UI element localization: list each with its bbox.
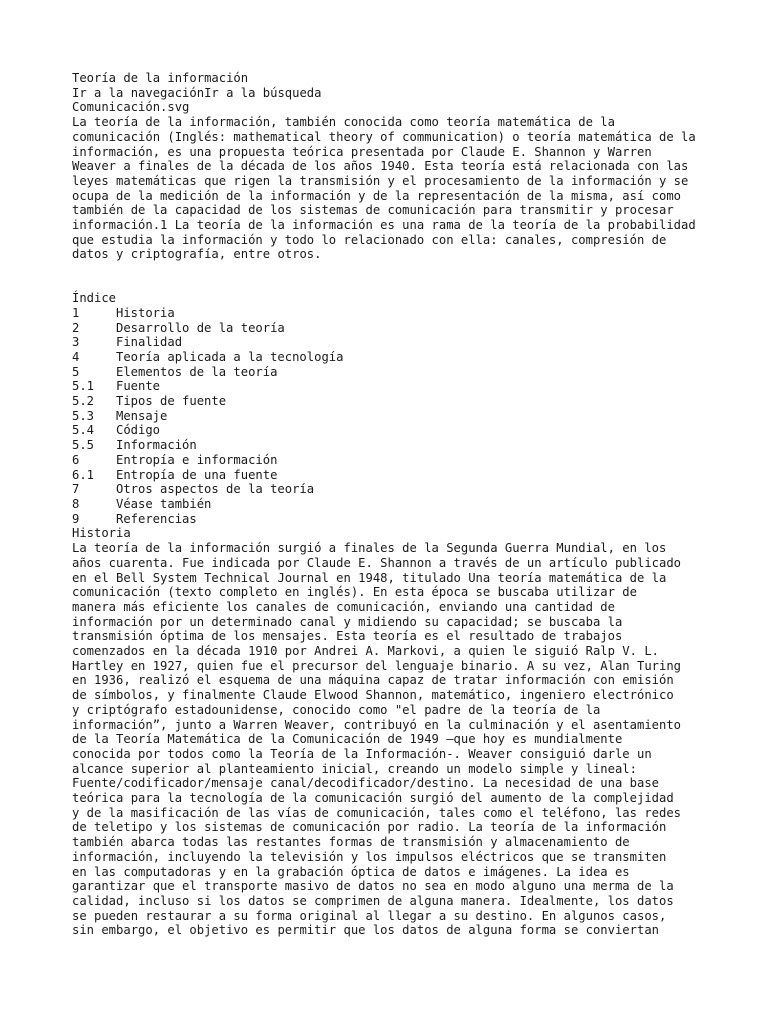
text-line: años cuarenta. Fue indicada por Claude E. Shannon a través de un artículo publicado xyxy=(72,555,682,570)
toc-item[interactable] xyxy=(72,482,702,497)
text-line: información por un determinado canal y midiendo su capacidad; se buscaba la xyxy=(72,614,623,629)
text-line: información”, junto a Warren Weaver, contribuyó en la culminación y el asentamiento xyxy=(72,717,682,732)
toc-item-number: 5.4 xyxy=(72,423,95,438)
history-paragraph xyxy=(72,541,702,938)
text-line: también abarca todas las restantes formas de transmisión y almacenamiento de xyxy=(72,835,630,850)
toc-item[interactable] xyxy=(72,409,702,424)
text-line: Fuente/codificador/mensaje canal/decodificador/destino. La necesidad de una base xyxy=(72,776,659,791)
text-line: se pueden restaurar a su forma original al llegar a su destino. En algunos casos, xyxy=(72,908,667,923)
toc-item[interactable] xyxy=(72,365,702,380)
text-line: sin embargo, el objetivo es permitir que los datos de alguna forma se conviertan xyxy=(72,923,659,938)
toc-item-label[interactable]: Información xyxy=(116,438,197,453)
text-line: comenzados en la década 1910 por Andrei A. Markovi, a quien le siguió Ralp V. L. xyxy=(72,644,659,659)
toc-item-label[interactable]: Desarrollo de la teoría xyxy=(116,320,285,335)
toc-item[interactable] xyxy=(72,438,702,453)
toc-item-number: 6.1 xyxy=(72,467,95,482)
toc-item[interactable] xyxy=(72,379,702,394)
text-line: La teoría de la información surgió a finales de la Segunda Guerra Mundial, en los xyxy=(72,541,667,556)
toc-item-label[interactable]: Código xyxy=(116,423,161,438)
text-line: de la Teoría Matemática de la Comunicación de 1949 –que hoy es mundialmente xyxy=(72,732,623,747)
toc-item-label[interactable]: Elementos de la teoría xyxy=(116,364,278,379)
toc-item-label[interactable]: Entropía de una fuente xyxy=(116,467,278,482)
text-line: en las computadoras y en la grabación óptica de datos e imágenes. La idea es xyxy=(72,864,630,879)
toc-item-number: 5 xyxy=(72,364,80,379)
nav-skip-links[interactable]: Ir a la navegaciónIr a la búsqueda xyxy=(72,85,322,100)
intro-paragraph: La teoría de la información, también conocida como teoría matemática de la comunicación (Inglés: mathematical theory of communication) o teoría matemática de la información, es una propuesta teórica presentada por Claude E. Shannon y Warren Weaver a finales de la década de los años 1940. Esta teoría está relacionada con las leyes matemáticas que rigen la transmisión y el procesamiento de la información y se ocupa de la medición de la información y de la representación de la misma, así como también de la capacidad de los sistemas de comunicación para transmitir y procesar información.1 La teoría de la información es una rama de la teoría de la probabilidad que estudia la información y todo lo relacionado con ella: canales, compresión de datos y criptografía, entre otros. xyxy=(72,115,696,262)
text-line: de símbolos, y finalmente Claude Elwood Shannon, matemático, ingeniero electrónico xyxy=(72,688,674,703)
toc-item[interactable] xyxy=(72,335,702,350)
toc-item-number: 2 xyxy=(72,320,80,335)
toc-item-number: 3 xyxy=(72,335,80,350)
toc-item-label[interactable]: Teoría aplicada a la tecnología xyxy=(116,349,344,364)
text-line: calidad, incluso si los datos se comprimen de alguna manera. Idealmente, los datos xyxy=(72,893,674,908)
toc-item-number: 5.2 xyxy=(72,394,95,409)
toc-item-number: 1 xyxy=(72,305,80,320)
toc-item-number: 4 xyxy=(72,349,80,364)
toc-item-label[interactable]: Véase también xyxy=(116,496,212,511)
spacer xyxy=(72,262,702,291)
toc-item-number: 5.3 xyxy=(72,408,95,423)
toc-item[interactable] xyxy=(72,497,702,512)
text-line: conocida por todos como la Teoría de la Información-. Weaver consiguió darle un xyxy=(72,746,652,761)
text-line: teórica para la tecnología de la comunicación surgió del aumento de la complejidad xyxy=(72,791,674,806)
toc-item-label[interactable]: Historia xyxy=(116,305,175,320)
toc-item-number: 8 xyxy=(72,496,80,511)
page-title: Teoría de la información xyxy=(72,71,249,85)
toc-item-label[interactable]: Fuente xyxy=(116,379,161,394)
toc-item[interactable] xyxy=(72,350,702,365)
toc-item[interactable] xyxy=(72,453,702,468)
toc-item-label[interactable]: Otros aspectos de la teoría xyxy=(116,482,315,497)
text-line: de teletipo y los sistemas de comunicación por radio. La teoría de la información xyxy=(72,820,667,835)
toc-item-label[interactable]: Referencias xyxy=(116,511,197,526)
toc-item-number: 6 xyxy=(72,452,80,467)
toc-item[interactable] xyxy=(72,306,702,321)
toc-item-label[interactable]: Entropía e información xyxy=(116,452,278,467)
toc-item[interactable] xyxy=(72,321,702,336)
text-line: transmisión óptima de los mensajes. Esta teoría es el resultado de trabajos xyxy=(72,629,623,644)
text-line: en el Bell System Technical Journal en 1948, titulado Una teoría matemática de la xyxy=(72,570,667,585)
toc-item-label[interactable]: Tipos de fuente xyxy=(116,394,227,409)
text-line: información, incluyendo la televisión y los impulsos eléctricos que se transmiten xyxy=(72,849,667,864)
text-line: en 1936, realizó el esquema de una máquina capaz de tratar información con emisión xyxy=(72,673,674,688)
image-caption: Comunicación.svg xyxy=(72,100,190,115)
section-heading-historia: Historia xyxy=(72,526,131,541)
toc-item[interactable] xyxy=(72,423,702,438)
toc-item[interactable] xyxy=(72,512,702,527)
toc-item-number: 5.1 xyxy=(72,379,95,394)
toc-item-number: 5.5 xyxy=(72,438,95,453)
toc-item-number: 9 xyxy=(72,511,80,526)
toc-item-label[interactable]: Finalidad xyxy=(116,335,183,350)
text-line: comunicación (texto completo en inglés). En esta época se buscaba utilizar de xyxy=(72,585,637,600)
toc-item-number: 7 xyxy=(72,482,80,497)
text-line: manera más eficiente los canales de comunicación, enviando una cantidad de xyxy=(72,599,615,614)
text-line: garantizar que el transporte masivo de datos no sea en modo alguno una merma de la xyxy=(72,879,674,894)
toc-item-label[interactable]: Mensaje xyxy=(116,408,168,423)
document-page xyxy=(72,71,702,938)
text-line: alcance superior al planteamiento inicial, creando un modelo simple y lineal: xyxy=(72,761,637,776)
text-line: Hartley en 1927, quien fue el precursor del lenguaje binario. A su vez, Alan Turing xyxy=(72,658,682,673)
text-line: y criptógrafo estadounidense, conocido como "el padre de la teoría de la xyxy=(72,702,601,717)
text-line: y de la masificación de las vías de comunicación, tales como el teléfono, las redes xyxy=(72,805,682,820)
toc-item[interactable] xyxy=(72,468,702,483)
table-of-contents xyxy=(72,306,702,527)
toc-heading: Índice xyxy=(72,291,117,306)
toc-item[interactable] xyxy=(72,394,702,409)
